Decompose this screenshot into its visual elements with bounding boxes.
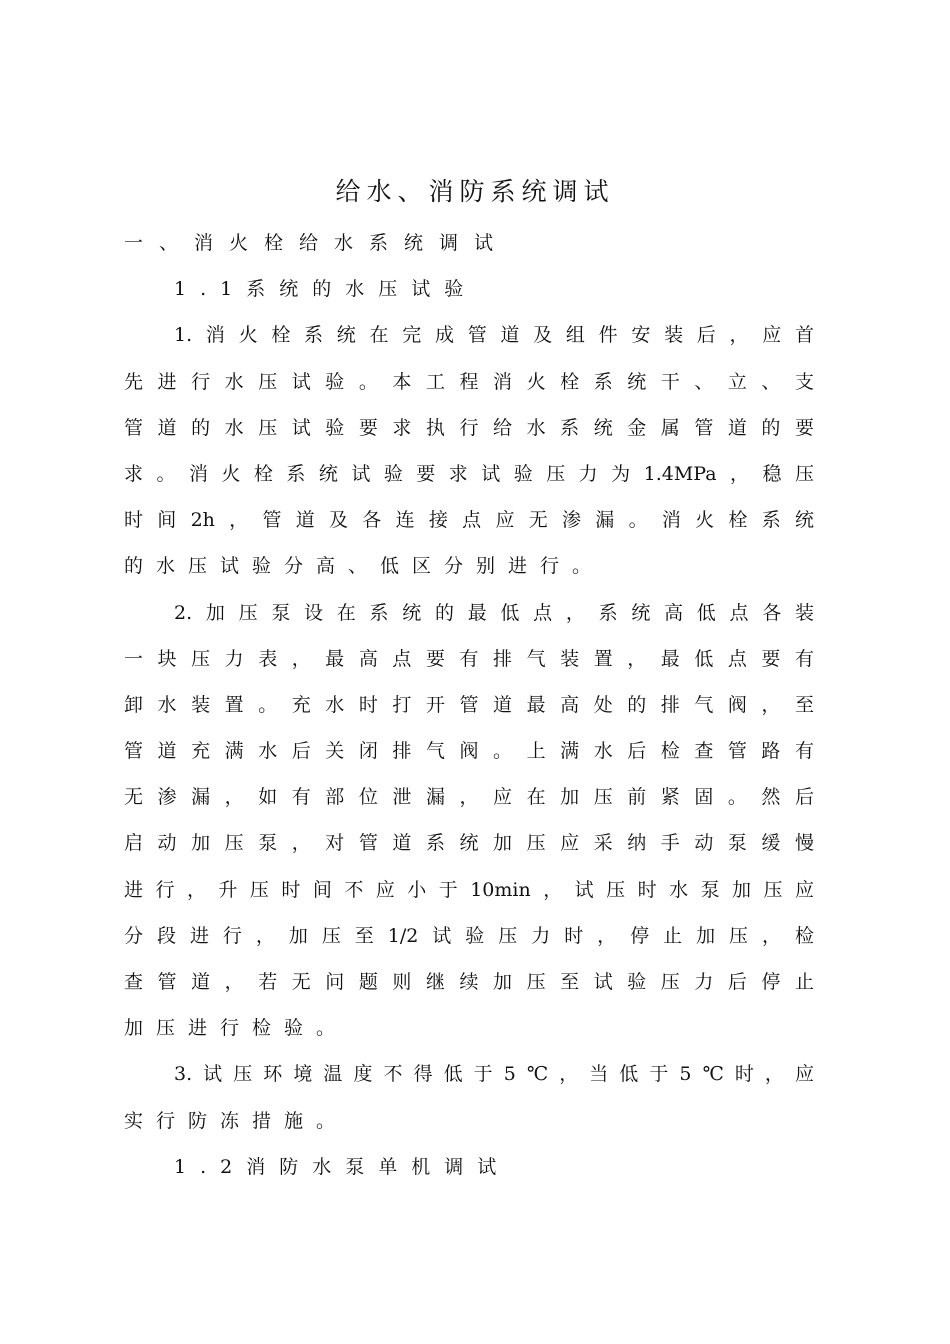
subsection-heading: 1.2消防水泵单机调试 xyxy=(174,1155,511,1178)
section-heading: 一、消火栓给水系统调试 xyxy=(124,232,510,254)
paragraph-line: 分段进行，加压至1/2试验压力时，停止加压，检 xyxy=(124,924,814,947)
paragraph-line: 实行防冻措施。 xyxy=(124,1109,349,1132)
paragraph-line: 加压进行检验。 xyxy=(124,1017,349,1040)
paragraph-line: 3.试压环境温度不得低于5℃，当低于5℃时，应 xyxy=(174,1063,814,1086)
paragraph-line: 无渗漏，如有部位泄漏，应在加压前紧固。然后 xyxy=(124,786,814,809)
paragraph-line: 启动加压泵，对管道系统加压应采纳手动泵缓慢 xyxy=(124,832,814,855)
paragraph-line: 时间2h，管道及各连接点应无渗漏。消火栓系统 xyxy=(124,509,814,532)
paragraph-line: 1.消火栓系统在完成管道及组件安装后，应首 xyxy=(174,324,814,347)
subsection-heading: 1.1系统的水压试验 xyxy=(174,278,478,301)
paragraph-line: 管道充满水后关闭排气阀。上满水后检查管路有 xyxy=(124,740,814,763)
document-title: 给水、消防系统调试 xyxy=(335,177,615,206)
paragraph-line: 求。消火栓系统试验要求试验压力为1.4MPa，稳压 xyxy=(124,462,814,485)
paragraph-line: 进行，升压时间不应小于10min，试压时水泵加压应 xyxy=(124,878,814,901)
paragraph-line: 2.加压泵设在系统的最低点，系统高低点各装 xyxy=(174,601,814,624)
paragraph-line: 先进行水压试验。本工程消火栓系统干、立、支 xyxy=(124,370,814,393)
paragraph-line: 的水压试验分高、低区分别进行。 xyxy=(124,555,605,578)
paragraph-line: 查管道，若无问题则继续加压至试验压力后停止 xyxy=(124,971,814,993)
paragraph-line: 一块压力表，最高点要有排气装置，最低点要有 xyxy=(124,647,814,670)
paragraph-line: 管道的水压试验要求执行给水系统金属管道的要 xyxy=(124,416,814,439)
paragraph-line: 卸水装置。充水时打开管道最高处的排气阀，至 xyxy=(124,693,814,716)
document-body xyxy=(124,220,814,1190)
